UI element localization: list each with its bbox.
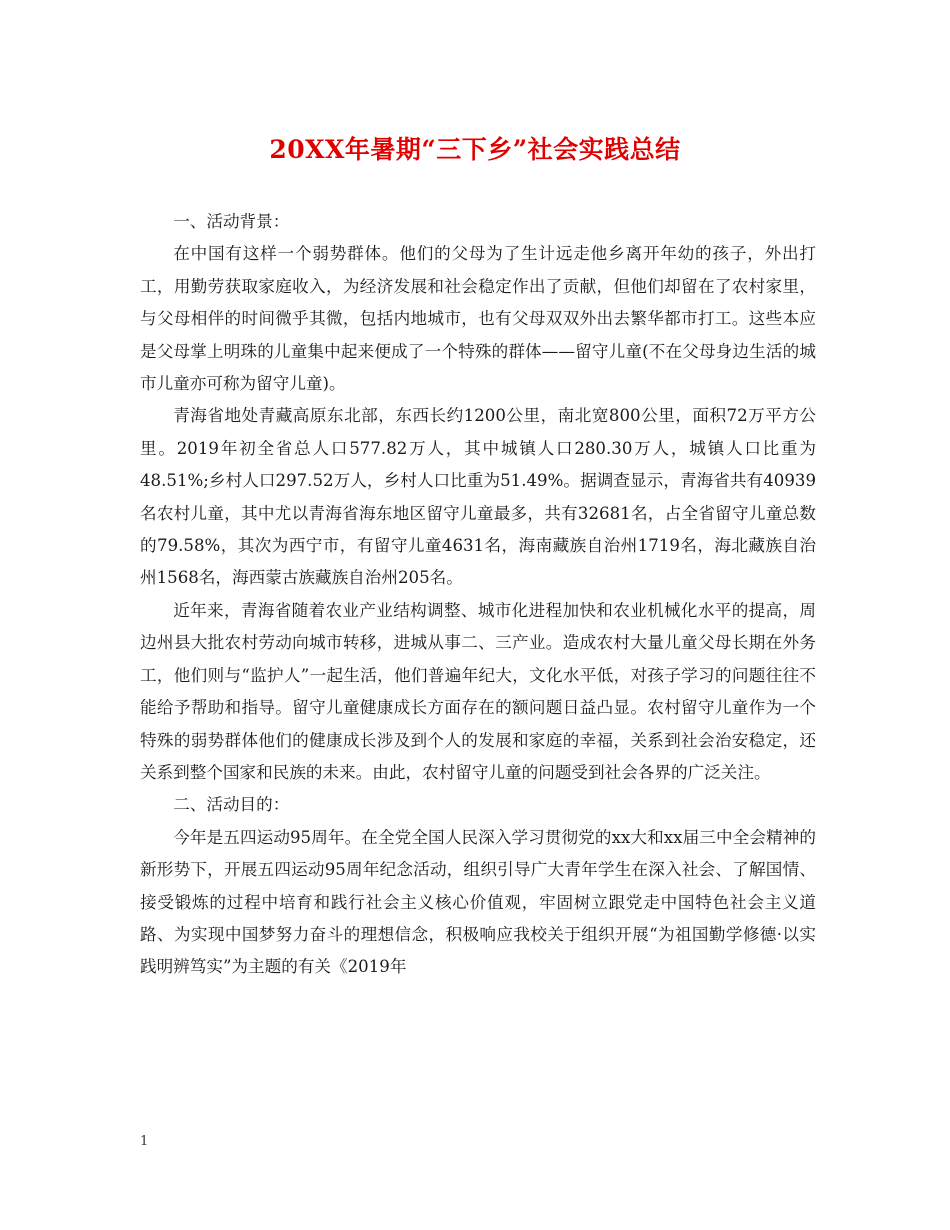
document-body xyxy=(140,206,816,984)
paragraph: 青海省地处青藏高原东北部，东西长约1200公里，南北宽800公里，面积72万平方公里。2019年初全省总人口577.82万人，其中城镇人口280.30万人，城镇人口比重为48.51%;乡村人口297.52万人，乡村人口比重为51.49%。据调查显示，青海省共有40939名农村儿童，其中尤以青海省海东地区留守儿童最多，共有32681名，占全省留守儿童总数的79.58%，其次为西宁市，有留守儿童4631名，海南藏族自治州1719名，海北藏族自治州1568名，海西蒙古族藏族自治州205名。 xyxy=(140,406,816,588)
paragraph: 近年来，青海省随着农业产业结构调整、城市化进程加快和农业机械化水平的提高，周边州县大批农村劳动向城市转移，进城从事二、三产业。造成农村大量儿童父母长期在外务工，他们则与“监护人”一起生活，他们普遍年纪大，文化水平低，对孩子学习的问题往往不能给予帮助和指导。留守儿童健康成长方面存在的额问题日益凸显。农村留守儿童作为一个特殊的弱势群体他们的健康成长涉及到个人的发展和家庭的幸福，关系到社会治安稳定，还关系到整个国家和民族的未来。由此，农村留守儿童的问题受到社会各界的广泛关注。 xyxy=(140,600,816,782)
paragraph: 今年是五四运动95周年。在全党全国人民深入学习贯彻党的xx大和xx届三中全会精神的新形势下，开展五四运动95周年纪念活动，组织引导广大青年学生在深入社会、了解国情、接受锻炼的过程中培育和践行社会主义核心价值观，牢固树立跟党走中国特色社会主义道路、为实现中国梦努力奋斗的理想信念，积极响应我校关于组织开展“为祖国勤学修德·以实践明辨笃实”为主题的有关《2019年 xyxy=(140,827,816,977)
page-number: 1 xyxy=(140,1134,149,1149)
section-heading-purpose: 二、活动目的： xyxy=(173,795,290,815)
section-heading-background: 一、活动背景： xyxy=(173,212,290,231)
paragraph: 在中国有这样一个弱势群体。他们的父母为了生计远走他乡离开年幼的孩子，外出打工，用勤劳获取家庭收入，为经济发展和社会稳定作出了贡献，但他们却留在了农村家里，与父母相伴的时间微乎其微，包括内地城市，也有父母双双外出去繁华都市打工。这些本应是父母掌上明珠的儿童集中起来便成了一个特殊的群体——留守儿童(不在父母身边生活的城市儿童亦可称为留守儿童)。 xyxy=(140,244,816,394)
document-title: 20XX年暑期“三下乡”社会实践总结 xyxy=(269,135,681,164)
